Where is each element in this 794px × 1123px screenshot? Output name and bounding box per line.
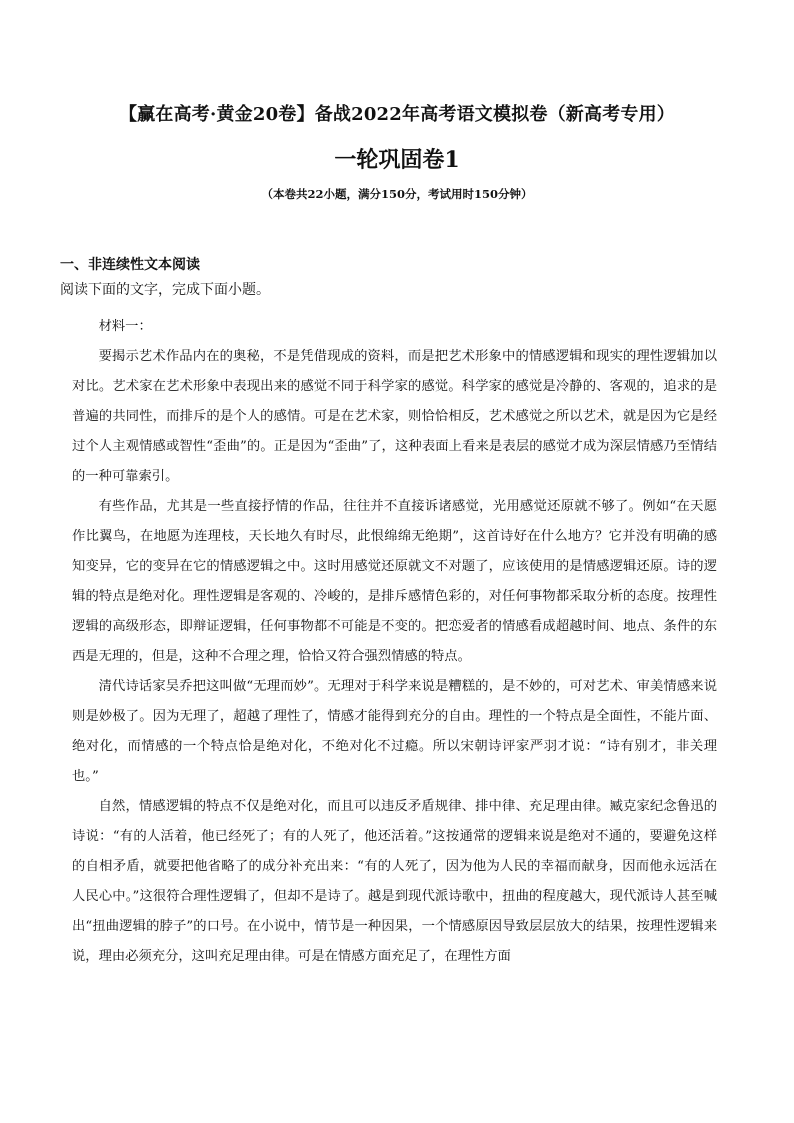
exam-note: （本卷共22小题，满分150分，考试用时150分钟）	[261, 187, 533, 201]
exam-subtitle: 一轮巩固卷1	[334, 147, 460, 173]
exam-title: 【赢在高考·黄金20卷】备战2022年高考语文模拟卷（新高考专用）	[118, 104, 675, 125]
section-heading: 一、非连续性文本阅读	[60, 257, 200, 273]
reading-instruction: 阅读下面的文字，完成下面小题。	[60, 282, 270, 298]
paragraph-3: 清代诗话家吴乔把这叫做“无理而妙”。无理对于科学来说是糟糕的，是不妙的，可对艺术、审美情感来说则是妙极了。因为无理了，超越了理性了，情感才能得到充分的自由。理性的一个特点是全面性，不能片面、绝对化，而情感的一个特点恰是绝对化，不绝对化不过瘾。所以宋朝诗评家严羽才说：“诗有别才，非关理也。”	[72, 679, 717, 784]
paragraph-4: 自然，情感逻辑的特点不仅是绝对化，而且可以违反矛盾规律、排中律、充足理由律。臧克家纪念鲁迅的诗说：“有的人活着，他已经死了；有的人死了，他还活着。”这按通常的逻辑来说是绝对不通的，要避免这样的自相矛盾，就要把他省略了的成分补充出来：“有的人死了，因为他为人民的幸福而献身，因而他永远活在人民心中。”这很符合理性逻辑了，但却不是诗了。越是到现代派诗歌中，扭曲的程度越大，现代派诗人甚至喊出“扭曲逻辑的脖子”的口号。在小说中，情节是一种因果，一个情感原因导致层层放大的结果，按理性逻辑来说，理由必须充分，这叫充足理由律。可是在情感方面充足了，在理性方面	[72, 799, 717, 964]
material-label: 材料一：	[98, 319, 152, 334]
passage-body	[72, 312, 717, 972]
paragraph-2: 有些作品，尤其是一些直接抒情的作品，往往并不直接诉诸感觉，光用感觉还原就不够了。例如“在天愿作比翼鸟，在地愿为连理枝，天长地久有时尽，此恨绵绵无绝期”，这首诗好在什么地方？它并没有明确的感知变异，它的变异在它的情感逻辑之中。这时用感觉还原就文不对题了，应该使用的是情感逻辑还原。诗的逻辑的特点是绝对化。理性逻辑是客观的、冷峻的，是排斥感情色彩的，对任何事物都采取分析的态度。按理性逻辑的高级形态，即辩证逻辑，任何事物都不可能是不变的。把恋爱者的情感看成超越时间、地点、条件的东西是无理的，但是，这种不合理之理，恰恰又符合强烈情感的特点。	[72, 499, 717, 664]
paragraph-1: 要揭示艺术作品内在的奥秘，不是凭借现成的资料，而是把艺术形象中的情感逻辑和现实的理性逻辑加以对比。艺术家在艺术形象中表现出来的感觉不同于科学家的感觉。科学家的感觉是冷静的、客观的，追求的是普遍的共同性，而排斥的是个人的感情。可是在艺术家，则恰恰相反，艺术感觉之所以艺术，就是因为它是经过个人主观情感或智性“歪曲”的。正是因为“歪曲”了，这种表面上看来是表层的感觉才成为深层情感乃至情结的一种可靠索引。	[72, 349, 717, 484]
